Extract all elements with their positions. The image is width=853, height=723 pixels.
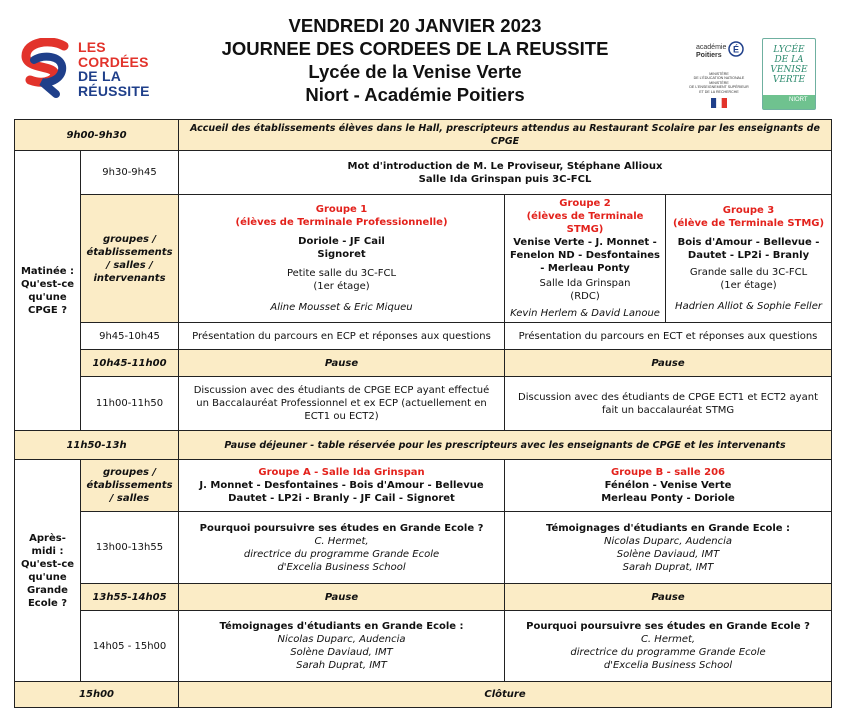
group-room: Grande salle du 3C-FCL [689, 267, 808, 278]
session2-right-cell [505, 611, 832, 682]
lycee-band-text: NIORT [789, 97, 808, 103]
time-cell: 13h00-13h55 [81, 512, 179, 584]
matinee-label: Matinée : Qu'est-ce qu'une CPGE ? [15, 151, 81, 431]
time-cell: 13h55-14h05 [81, 584, 179, 611]
intro-line: Mot d'introduction de M. Le Proviseur, Stéphane Allioux [347, 160, 663, 172]
title-date: VENDREDI 20 JANVIER 2023 [288, 15, 542, 36]
session-speaker: C. Hermet, [640, 634, 696, 645]
group-schools: Bois d'Amour - Bellevue - Dautet - LP2i - Branly [677, 237, 820, 261]
session1-right-cell [505, 512, 832, 584]
lycee-line: LYCÉE [773, 45, 805, 55]
group-room-floor: (1er étage) [313, 281, 370, 292]
discussion-ecp-cell: Discussion avec des étudiants de CPGE ECP ayant effectué un Baccalauréat Professionnel et ex ECP (actuellement en ECT1 ou ECT2) [179, 377, 505, 431]
time-cell: 11h00-11h50 [81, 377, 179, 431]
title-location: Niort - Académie Poitiers [305, 84, 525, 105]
session2-left-cell [179, 611, 505, 682]
ministere-line: DE L'ENSEIGNEMENT SUPÉRIEUR [689, 85, 749, 90]
lycee-logo [762, 38, 816, 110]
group-subtitle: (élèves de Terminale STMG) [526, 211, 644, 235]
svg-text:É: É [732, 44, 740, 55]
time-cell: 15h00 [15, 682, 179, 708]
cloture-cell: Clôture [179, 682, 832, 708]
academie-line: Poitiers [696, 52, 722, 59]
group-schools: Venise Verte - J. Monnet - Fenelon ND - Desfontaines - Merleau Ponty [510, 237, 660, 274]
page-title [200, 14, 630, 106]
session-speaker: Sarah Duprat, IMT [296, 660, 387, 671]
table-row [15, 460, 832, 512]
session-speaker: directrice du programme Grande Ecole [570, 647, 766, 658]
lycee-logo-text [767, 45, 811, 85]
group-schools: J. Monnet - Desfontaines - Bois d'Amour - Bellevue [199, 480, 484, 491]
group-room: Salle Ida Grinspan [539, 278, 631, 289]
cordees-logo [20, 38, 170, 100]
groups-label: groupes / établissements / salles / intervenants [81, 195, 179, 323]
marianne-flag-icon [711, 98, 727, 108]
apresmidi-label: Après-midi : Qu'est-ce qu'une Grande Ecole ? [15, 460, 81, 682]
pause-cell: Pause [505, 584, 832, 611]
ministere-line: MINISTÈRE [709, 72, 729, 76]
logo-line: LES [78, 39, 106, 55]
session-speaker: Solène Daviaud, IMT [290, 647, 393, 658]
ministere-line: DE L'ÉDUCATION NATIONALE [693, 76, 745, 81]
logo-line: CORDÉES [78, 53, 149, 70]
group-speakers: Aline Mousset & Eric Miqueu [270, 302, 413, 313]
session-title: Pourquoi poursuivre ses études en Grande Ecole ? [199, 522, 484, 534]
cordees-emblem-icon [20, 38, 76, 98]
group-schools: Fénélon - Venise Verte [604, 480, 732, 491]
session-title: Pourquoi poursuivre ses études en Grande Ecole ? [526, 621, 810, 632]
group-1-cell [179, 195, 505, 323]
logo-line: DE LA [78, 68, 121, 84]
lycee-line: VERTE [772, 75, 806, 85]
intro-room: Salle Ida Grinspan puis 3C-FCL [418, 173, 592, 185]
intro-cell [179, 151, 832, 195]
time-cell: 11h50-13h [15, 431, 179, 460]
lycee-logo-band [763, 95, 815, 109]
pause-cell: Pause [179, 584, 505, 611]
pause-cell: Pause [505, 350, 832, 377]
session-speaker: d'Excelia Business School [603, 660, 733, 671]
group-speakers: Kevin Herlem & David Lanoue [510, 308, 660, 319]
group-subtitle: (élève de Terminale STMG) [672, 218, 825, 229]
group-schools: Merleau Ponty - Doriole [601, 493, 735, 504]
title-event: JOURNEE DES CORDEES DE LA REUSSITE [221, 38, 609, 59]
title-school: Lycée de la Venise Verte [308, 61, 522, 82]
lycee-line: VENISE [770, 65, 808, 75]
session-speaker: Nicolas Duparc, Audencia [277, 634, 406, 645]
discussion-ect-cell: Discussion avec des étudiants de CPGE ECT1 et ECT2 ayant fait un baccalauréat STMG [505, 377, 832, 431]
session-title: Témoignages d'étudiants en Grande Ecole : [219, 621, 464, 632]
group-title: Groupe B - salle 206 [611, 467, 725, 478]
session-title: Témoignages d'étudiants en Grande Ecole : [545, 522, 791, 534]
group-room-floor: (1er étage) [720, 280, 777, 291]
ministere-text [688, 72, 750, 94]
cordees-logo-text [78, 40, 150, 98]
table-row [15, 377, 832, 431]
ministere-line: MINISTÈRE [709, 80, 729, 85]
academie-line: académie [696, 44, 727, 51]
presentation-ect-cell: Présentation du parcours en ECT et réponses aux questions [505, 323, 832, 350]
group-title: Groupe 1 [315, 204, 368, 215]
accueil-cell: Accueil des établissements élèves dans le Hall, prescripteurs attendus au Restaurant Scolaire par les enseignants de CPGE [179, 120, 832, 151]
table-row [15, 611, 832, 682]
table-row [15, 323, 832, 350]
group-speakers: Hadrien Alliot & Sophie Feller [675, 301, 822, 312]
table-row [15, 431, 832, 460]
academie-logo [688, 38, 750, 110]
time-cell: 9h00-9h30 [15, 120, 179, 151]
group-title: Groupe 3 [722, 205, 775, 216]
session1-left-cell [179, 512, 505, 584]
session-speaker: d'Excelia Business School [277, 561, 406, 573]
group-a-cell [179, 460, 505, 512]
groups-label: groupes / établissements / salles [81, 460, 179, 512]
group-b-cell [505, 460, 832, 512]
pause-cell: Pause [179, 350, 505, 377]
table-row [15, 350, 832, 377]
session-speaker: Solène Daviaud, IMT [616, 548, 720, 560]
session-speaker: Sarah Duprat, IMT [622, 561, 714, 573]
presentation-ecp-cell: Présentation du parcours en ECP et réponses aux questions [179, 323, 505, 350]
academie-name [696, 44, 726, 60]
time-cell: 9h45-10h45 [81, 323, 179, 350]
logo-line: RÉUSSITE [78, 82, 150, 99]
time-cell: 14h05 - 15h00 [81, 611, 179, 682]
group-title: Groupe A - Salle Ida Grinspan [258, 467, 425, 478]
dejeuner-cell: Pause déjeuner - table réservée pour les prescripteurs avec les enseignants de CPGE et les intervenants [179, 431, 832, 460]
session-speaker: C. Hermet, [314, 535, 369, 547]
group-room: Petite salle du 3C-FCL [286, 268, 397, 279]
table-row [15, 512, 832, 584]
table-row [15, 195, 832, 323]
academie-mark-icon [728, 40, 744, 58]
group-schools: Doriole - JF Cail Signoret [298, 236, 385, 260]
table-row [15, 682, 832, 708]
session-speaker: directrice du programme Grande Ecole [243, 548, 440, 560]
time-cell: 9h30-9h45 [81, 151, 179, 195]
page-header [0, 0, 853, 118]
time-cell: 10h45-11h00 [81, 350, 179, 377]
group-subtitle: (élèves de Terminale Professionnelle) [235, 217, 448, 228]
group-schools: Dautet - LP2i - Branly - JF Cail - Signoret [228, 493, 455, 504]
group-3-cell [666, 195, 832, 323]
table-row [15, 584, 832, 611]
group-room-floor: (RDC) [570, 291, 600, 302]
schedule-table [14, 119, 832, 708]
table-row [15, 151, 832, 195]
group-2-cell [505, 195, 666, 323]
session-speaker: Nicolas Duparc, Audencia [603, 535, 733, 547]
lycee-line: DE LA [774, 55, 804, 65]
group-title: Groupe 2 [559, 198, 611, 209]
ministere-line: ET DE LA RECHERCHE [699, 89, 739, 94]
table-row [15, 120, 832, 151]
